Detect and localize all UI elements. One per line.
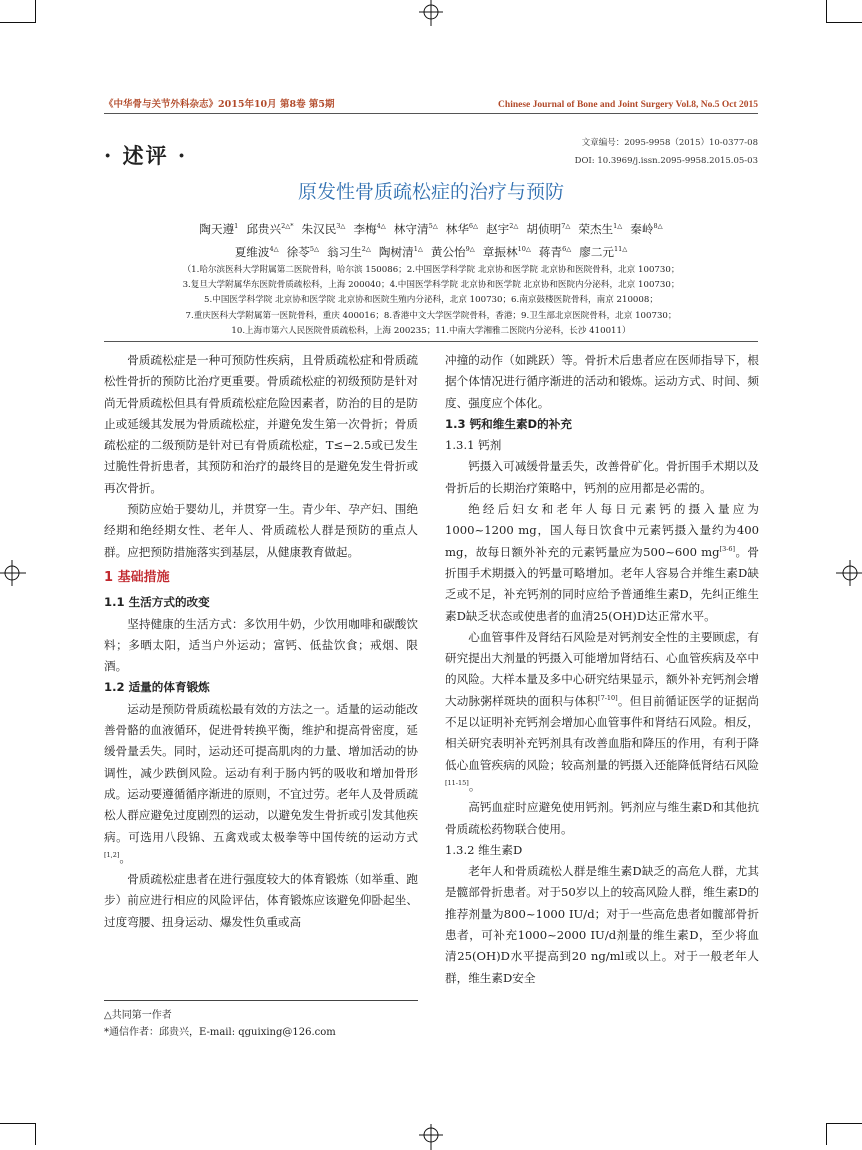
author-affiliation-sup: 2△ <box>509 222 519 230</box>
author-affiliation-sup: 6△ <box>562 244 572 253</box>
body-paragraph <box>445 627 759 797</box>
body-paragraph: 坚持健康的生活方式：多饮用牛奶，少饮用咖啡和碳酸饮料；多晒太阳，适当户外运动；富钙、低盐饮食；戒烟、限酒。 <box>104 616 418 674</box>
author-name-text: 徐苓 <box>286 244 310 259</box>
header-rule <box>104 113 758 114</box>
registration-mark-icon <box>416 1120 446 1150</box>
author-affiliation-sup: 1 <box>234 222 239 230</box>
body-paragraph: 预防应始于婴幼儿，并贯穿一生。青少年、孕产妇、围绝经期和绝经期女性、老年人、骨质疏松人群是预防的重点人群。应把预防措施落实到基层，从健康教育做起。 <box>104 502 418 559</box>
section-heading: 1 基础措施 <box>104 569 170 585</box>
author-affiliation-sup: 3△ <box>336 222 346 230</box>
author-name <box>246 222 293 236</box>
author-affiliation-sup: 5△ <box>428 222 438 230</box>
body-paragraph: 老年人和骨质疏松人群是维生素D缺乏的高危人群，尤其是髋部骨折患者。对于50岁以上的较高风险人群，维生素D的推荐剂量为800~1000 IU/d；对于一些高危患者如髋部骨折患者，可补充1000~2000 IU/d剂量的维生素D，至少将血清25(OH)D水平提高到20 ng/ml或以上。对于一般老年人群，维生素D安全 <box>445 864 759 985</box>
author-name-text: 赵宇 <box>486 221 510 236</box>
body-paragraph: 冲撞的动作（如跳跃）等。骨折术后患者应在医师指导下，根据个体情况进行循序渐进的活动和锻炼。运动方式、时间、频度、强度应个体化。 <box>445 353 759 410</box>
affiliation-line: 7.重庆医科大学附属第一医院骨科，重庆 400016；8.香港中文大学医学院骨科，香港；9.卫生部北京医院骨科，北京 100730； <box>185 310 677 321</box>
author-name <box>287 245 319 259</box>
author-name <box>483 245 531 259</box>
author-affiliation-sup: 2△ <box>361 244 371 253</box>
author-name <box>235 245 279 259</box>
body-paragraph: 钙摄入可减缓骨量丢失，改善骨矿化。骨折围手术期以及骨折后的长期治疗策略中，钙剂的应用都是必需的。 <box>445 459 759 495</box>
crop-mark <box>35 1123 36 1145</box>
citation-ref: [7-10] <box>598 693 618 702</box>
author-name <box>353 222 385 236</box>
author-name-text: 陶树清 <box>378 244 414 259</box>
crop-mark <box>0 1123 36 1124</box>
author-name-text: 蒋青 <box>538 244 563 259</box>
author-name <box>446 222 478 236</box>
subsubsection-heading: 1.3.1 钙剂 <box>445 438 502 453</box>
affiliation-rule <box>104 341 758 342</box>
author-name-text: 邱贵兴 <box>246 221 282 236</box>
article-id: 文章编号：2095-9958（2015）10-0377-08 <box>581 138 758 148</box>
author-name-text: 黄公怡 <box>430 244 466 259</box>
author-affiliation-sup: 5△ <box>309 244 319 253</box>
author-name <box>302 222 346 236</box>
paragraph-text: 运动是预防骨质疏松最有效的方法之一。适量的运动能改善骨骼的血液循环，促进骨转换平衡，维护和提高骨密度，延缓骨量丢失。同时，运动还可提高肌肉的力量、增加活动的协调性，减少跌倒风险。运动有利于肠内钙的吸收和增加骨形成。运动要遵循循序渐进的原则，不宜过劳。老年人及骨质疏松人群应避免过度剧烈的运动，以避免发生骨折或引发其他疾病。可选用八段锦、五禽戏或太极拳等中国传统的运动方式 <box>104 701 418 844</box>
body-paragraph <box>445 499 759 627</box>
author-name-text: 朱汉民 <box>301 221 337 236</box>
author-affiliation-sup: 7△ <box>561 222 571 230</box>
doi: DOI: 10.3969/j.issn.2095-9958.2015.05-03 <box>574 156 758 166</box>
crop-mark <box>0 22 36 23</box>
author-affiliation-sup: 10△ <box>517 244 531 253</box>
footnotes <box>104 1000 418 1041</box>
author-name <box>379 245 423 259</box>
author-name <box>394 222 438 236</box>
body-paragraph <box>104 699 418 869</box>
body-paragraph: 骨质疏松症患者在进行强度较大的体育锻炼（如举重、跑步）前应进行相应的风险评估，体育锻炼应该避免仰卧起坐、过度弯腰、扭身运动、爆发性负重或高 <box>104 872 418 929</box>
author-name <box>579 245 627 259</box>
author-name-text: 廖二元 <box>579 244 615 259</box>
author-name <box>199 222 238 236</box>
author-affiliation-sup: 4△ <box>376 222 386 230</box>
author-name <box>431 245 475 259</box>
author-name-text: 章振林 <box>482 244 518 259</box>
running-head <box>104 96 758 110</box>
registration-mark-icon <box>832 558 862 588</box>
body-paragraph: 高钙血症时应避免使用钙剂。钙剂应与维生素D和其他抗骨质疏松药物联合使用。 <box>445 800 759 836</box>
subsection-heading: 1.3 钙和维生素D的补充 <box>445 416 572 431</box>
author-name-text: 林守清 <box>393 221 429 236</box>
subsection-heading: 1.2 适量的体育锻炼 <box>104 680 210 695</box>
registration-mark-icon <box>0 558 30 588</box>
author-name-text: 夏维波 <box>234 244 270 259</box>
author-name-text: 荣杰生 <box>578 221 614 236</box>
section-label: · 述评 · <box>104 143 188 168</box>
paragraph-text: 绝经后妇女和老年人每日元素钙的摄入量应为1000~1200 mg，国人每日饮食中元素钙摄入量约为400 mg，故每日额外补充的元素钙量应为500~600 mg <box>445 502 759 559</box>
citation-ref: [11-15] <box>445 779 469 788</box>
author-name <box>526 222 570 236</box>
body-paragraph: 骨质疏松症是一种可预防性疾病，且骨质疏松症和骨质疏松性骨折的预防比治疗更重要。骨质疏松症的初级预防是针对尚无骨质疏松但具有骨质疏松症危险因素者，防治的目的是防止或延缓其发展为骨质疏松症，并避免发生第一次骨折；骨质疏松症的二级预防是针对已有骨质疏松症，T≤−2.5或已发生过脆性骨折患者，其预防和治疗的最终目的是避免发生骨折或再次骨折。 <box>104 353 418 495</box>
citation-ref: [1,2] <box>104 850 120 859</box>
author-name <box>578 222 622 236</box>
author-name-text: 翁习生 <box>326 244 362 259</box>
registration-mark-icon <box>416 0 446 30</box>
author-affiliation-sup: 11△ <box>614 244 628 253</box>
crop-mark <box>826 0 827 22</box>
author-name-text: 胡侦明 <box>526 221 562 236</box>
author-name-text: 秦岭 <box>630 221 654 236</box>
paragraph-text: 。骨折围手术期摄入的钙量可略增加。老年人容易合并维生素D缺乏或不足，补充钙剂的同时应给予普通维生素D，先纠正维生素D缺乏状态或使患者的血清25(OH)D达正常水平。 <box>445 544 759 623</box>
author-affiliation-sup: 4△ <box>269 244 279 253</box>
affiliation-line: 5.中国医学科学院 北京协和医学院 北京协和医院生殖内分泌科，北京 100730；6.南京鼓楼医院骨科，南京 210008； <box>204 295 658 306</box>
crop-mark <box>826 1123 862 1124</box>
author-affiliation-sup: 2△* <box>281 222 294 230</box>
affiliation-line: 10.上海市第六人民医院骨质疏松科，上海 200235；11.中南大学湘雅二医院内分泌科，长沙 410011） <box>231 325 631 336</box>
paragraph-text: 。 <box>119 850 132 865</box>
left-column <box>104 350 418 933</box>
affiliations <box>104 263 758 339</box>
subsubsection-heading: 1.3.2 维生素D <box>445 842 523 857</box>
journal-name-en: Chinese Journal of Bone and Joint Surgery Vol.8, No.5 Oct 2015 <box>498 100 758 110</box>
author-affiliation-sup: 9△ <box>465 244 475 253</box>
author-name <box>539 245 571 259</box>
author-name-text: 陶天遵 <box>199 221 235 236</box>
author-list <box>110 216 752 262</box>
author-name-text: 林华 <box>445 221 469 236</box>
citation-ref: [3-6] <box>719 544 736 553</box>
author-name <box>486 222 518 236</box>
paragraph-text: 。但目前循证医学的证据尚不足以证明补充钙剂会增加心血管事件和肾结石风险。相反，相关研究表明补充钙剂具有改善血脂和降压的作用，有利于降低心血管疾病的风险；较高剂量的钙摄入还能降低肾结石风险 <box>445 693 759 772</box>
author-name-text: 李梅 <box>353 221 377 236</box>
article-meta <box>575 134 758 170</box>
journal-name-cn: 《中华骨与关节外科杂志》2015年10月 第8卷 第5期 <box>104 99 335 110</box>
author-affiliation-sup: 6△ <box>468 222 479 230</box>
affiliation-line: 3.复旦大学附属华东医院骨质疏松科，上海 200040；4.中国医学科学院 北京协和医学院 北京协和医院内分泌科，北京 100730； <box>182 280 680 291</box>
footnote-co-first: △共同第一作者 <box>104 1010 172 1021</box>
article-title: 原发性骨质疏松症的治疗与预防 <box>297 181 564 203</box>
author-name <box>630 222 662 236</box>
author-name <box>327 245 371 259</box>
paragraph-text: 。 <box>468 778 481 793</box>
affiliation-line: （1.哈尔滨医科大学附属第二医院骨科，哈尔滨 150086；2.中国医学科学院 北京协和医学院 北京协和医院骨科，北京 100730； <box>182 265 680 275</box>
right-column <box>445 350 759 989</box>
author-affiliation-sup: 1△ <box>413 244 423 253</box>
crop-mark <box>826 1123 827 1145</box>
crop-mark <box>826 22 862 23</box>
crop-mark <box>35 0 36 22</box>
paragraph-text: 心血管事件及肾结石风险是对钙剂安全性的主要顾虑，有研究提出大剂量的钙摄入可能增加肾结石、心血管疾病及卒中的风险。大样本量及多中心研究结果显示，额外补充钙剂会增大动脉粥样斑块的面积与体积 <box>445 629 759 708</box>
author-affiliation-sup: 1△ <box>613 222 623 230</box>
author-affiliation-sup: 8△ <box>653 222 663 230</box>
subsection-heading: 1.1 生活方式的改变 <box>104 595 210 610</box>
footnote-corresponding: *通信作者：邱贵兴，E-mail: qguixing@126.com <box>104 1027 336 1038</box>
